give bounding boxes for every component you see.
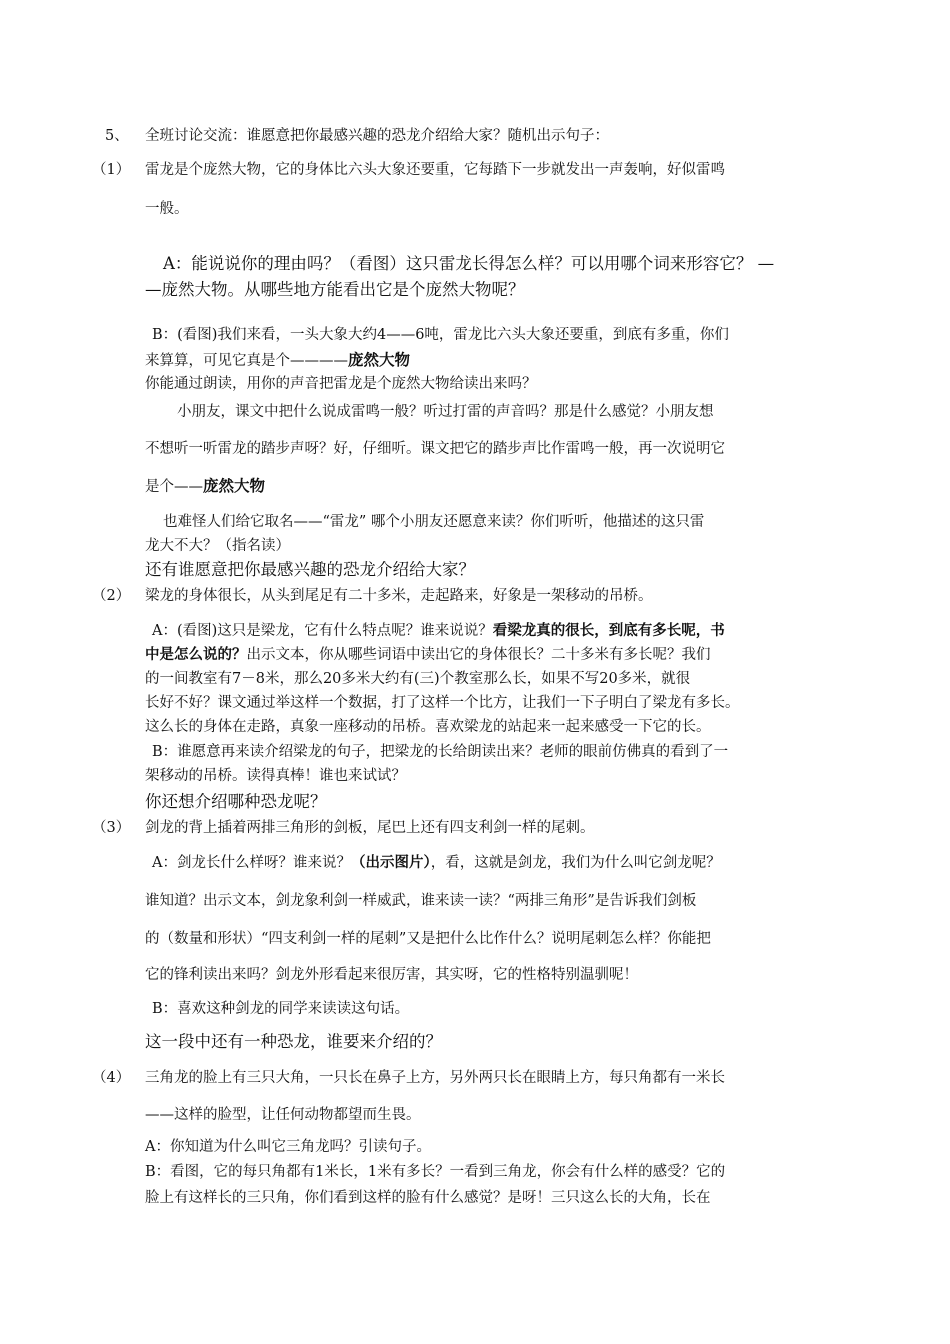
emphasis-pangran-dawu-2: 庞然大物: [203, 477, 266, 495]
transition-question-3: 这一段中还有一种恐龙，谁要来介绍的？: [145, 1032, 442, 1051]
paragraph-b1-line-2: 来算算，可见它真是个————庞然大物: [145, 351, 411, 369]
paragraph-b2-line-2: 架移动的吊桥。读得真棒！谁也来试试？: [145, 768, 406, 784]
item-number-5: 5、: [105, 128, 129, 144]
paragraph-c1-line-3: 是个——庞然大物: [145, 477, 266, 495]
reading-prompt: 你能通过朗读，用你的声音把雷龙是个庞然大物给读出来吗？: [145, 376, 537, 392]
sentence-4-line-1: 三角龙的脸上有三只大角，一只长在鼻子上方，另外两只长在眼睛上方，每只角都有一米长: [145, 1070, 725, 1086]
paragraph-a3-line-4: 它的锋利读出来吗？剑龙外形看起来很厉害，其实呀，它的性格特别温驯呢！: [145, 967, 638, 983]
discussion-intro: 全班讨论交流：谁愿意把你最感兴趣的恐龙介绍给大家？随机出示句子：: [145, 128, 609, 144]
emphasis-show-picture: （出示图片）: [350, 854, 431, 871]
sentence-1-line-1: 雷龙是个庞然大物，它的身体比六头大象还要重，它每踏下一步就发出一声轰响，好似雷鸣: [145, 162, 725, 178]
paragraph-a2-line-5: 这么长的身体在走路，真象一座移动的吊桥。喜欢梁龙的站起来一起来感受一下它的长。: [145, 719, 711, 735]
paragraph-a1-line-2: —庞然大物。从哪些地方能看出它是个庞然大物呢？: [145, 280, 525, 299]
paragraph-c1-line-1: 小朋友，课文中把什么说成雷鸣一般？听过打雷的声音吗？那是什么感觉？小朋友想: [177, 404, 714, 420]
sentence-number-1: （1）: [92, 162, 131, 178]
emphasis-question: 看梁龙真的很长，到底有多长呢，书: [492, 622, 725, 639]
sentence-1-line-2: 一般。: [145, 201, 189, 217]
paragraph-a1-line-1: A：能说说你的理由吗？（看图）这只雷龙长得怎么样？可以用哪个词来形容它？ —: [163, 254, 775, 273]
transition-question-2: 你还想介绍哪种恐龙呢？: [145, 792, 327, 811]
paragraph-b3: B：喜欢这种剑龙的同学来读读这句话。: [152, 1001, 410, 1017]
paragraph-a2-line-4: 长好不好？课文通过举这样一个数据，打了这样一个比方，让我们一下子明白了梁龙有多长。: [145, 695, 740, 711]
sentence-number-4: （4）: [92, 1070, 131, 1086]
paragraph-a3-line-3: 的（数量和形状）“四支利剑一样的尾刺”又是把什么比作什么？说明尾刺怎么样？你能把: [145, 931, 711, 947]
paragraph-b1-line-1: B：(看图)我们来看，一头大象大约4——6吨，雷龙比六头大象还要重，到底有多重，你们: [152, 327, 729, 343]
paragraph-a3-line-1: A：剑龙长什么样呀？谁来说？（出示图片），看，这就是剑龙，我们为什么叫它剑龙呢？: [152, 854, 721, 871]
paragraph-b4-line-1: B：看图，它的每只角都有1米长，1米有多长？一看到三角龙，你会有什么样的感受？它的: [145, 1164, 726, 1180]
emphasis-pangran-dawu: 庞然大物: [348, 351, 411, 369]
paragraph-a2-line-1: A：(看图)这只是梁龙，它有什么特点呢？谁来说说？看梁龙真的很长，到底有多长呢，书: [152, 622, 725, 639]
sentence-2: 梁龙的身体很长，从头到尾足有二十多米，走起路来，好象是一架移动的吊桥。: [145, 588, 653, 604]
paragraph-d1-line-1: 也难怪人们给它取名——“雷龙” 哪个小朋友还愿意来读？你们听听，他描述的这只雷: [163, 514, 705, 530]
paragraph-d1-line-2: 龙大不大？（指名读）: [145, 538, 290, 554]
transition-question-1: 还有谁愿意把你最感兴趣的恐龙介绍给大家？: [145, 560, 475, 579]
sentence-number-2: （2）: [92, 588, 131, 604]
paragraph-b4-line-2: 脸上有这样长的三只角，你们看到这样的脸有什么感觉？是呀！三只这么长的大角，长在: [145, 1190, 711, 1206]
sentence-4-line-2: ——这样的脸型，让任何动物都望而生畏。: [145, 1107, 421, 1123]
paragraph-a2-line-3: 的一间教室有7－8米，那么20多米大约有(三)个教室那么长，如果不写20多米，就很: [145, 671, 691, 687]
sentence-number-3: （3）: [92, 820, 131, 836]
paragraph-b2-line-1: B：谁愿意再来读介绍梁龙的句子，把梁龙的长给朗读出来？老师的眼前仿佛真的看到了一: [152, 744, 729, 760]
paragraph-c1-line-2: 不想听一听雷龙的踏步声呀？好，仔细听。课文把它的踏步声比作雷鸣一般，再一次说明它: [145, 441, 725, 457]
paragraph-a3-line-2: 谁知道？出示文本，剑龙象利剑一样威武，谁来读一读？“两排三角形”是告诉我们剑板: [145, 893, 697, 909]
paragraph-a2-line-2: 中是怎么说的？出示文本，你从哪些词语中读出它的身体很长？二十多米有多长呢？我们: [145, 646, 711, 663]
sentence-3: 剑龙的背上插着两排三角形的剑板，尾巴上还有四支利剑一样的尾刺。: [145, 820, 595, 836]
paragraph-a4: A：你知道为什么叫它三角龙吗？引读句子。: [145, 1139, 431, 1155]
